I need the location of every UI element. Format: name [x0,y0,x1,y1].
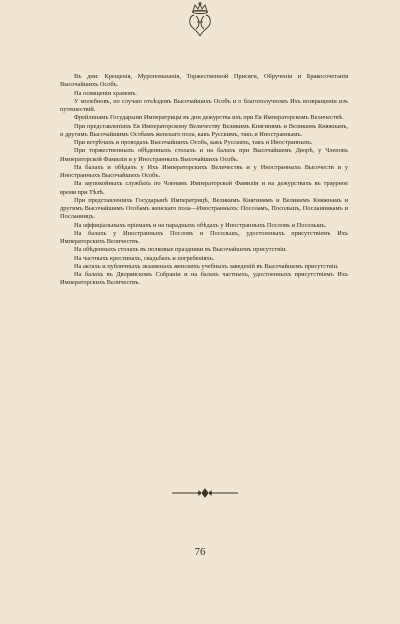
paragraph: На заупокойныхъ службахъ по Членамъ Императорской Фамиліи и на дежурствахъ въ траурное время при Тѣлѣ. [60,180,348,196]
paragraph: При представленіяхъ Государынѣ Императрицѣ, Великимъ Княгинямъ и Великимъ Княжнамъ и другимъ Высочайшимъ Особамъ женскаго пола—Иностранныхъ: Посоламъ, Посольшъ, Посланникамъ и Посланницъ. [60,196,348,221]
paragraph: На оффиціальныхъ пріемахъ и на парадныхъ обѣдахъ у Иностранныхъ Пословъ и Посольшъ. [74,221,327,229]
body-text [60,73,348,288]
paragraph: У молебновъ, по случаю отъѣздовъ Высочайшихъ Особъ и о благополучномъ Ихъ возвращеніи изъ путешествій. [60,97,348,113]
paragraph: На балахъ въ Дворянскомъ Собраніи и на балахъ частныхъ, удостоенныхъ присутствіемъ Ихъ Императорскихъ Величествъ. [60,271,348,287]
paragraph: При представленіяхъ Ея Императорскому Величеству Великимъ Княгинямъ и Великимъ Княжнамъ, и другимъ Высочайшимъ Особамъ женскаго пола, какъ Русскимъ, такъ и Иностраннымъ. [60,122,348,138]
paragraph: Фрейлинамъ Государыни Императрицы въ дни дежурства ихъ при Ея Императорскомъ Величествѣ. [74,114,344,122]
paragraph: На актахъ и публичныхъ экзаменахъ женскихъ учебныхъ заведеній въ Высочайшемъ присутствіи. [74,262,339,270]
ornamental-divider-icon [170,487,240,499]
paragraph: На частныхъ крестинахъ, свадьбахъ и погребеніяхъ. [74,254,215,262]
paragraph: При встрѣчахъ и проводахъ Высочайшихъ Особъ, какъ Русскихъ, такъ и Иностранныхъ. [74,139,313,146]
page-number: 76 [194,546,206,558]
paragraph: При торжественныхъ обѣденныхъ столахъ и на балахъ при Высочайшемъ Дворѣ, у Членовъ Императорской Фамиліи и у Иностранныхъ Высочайшихъ Особъ. [60,147,348,163]
paragraph: На обѣденныхъ столахъ въ полковые праздники въ Высочайшемъ присутствіи. [74,246,287,254]
paragraph: Въ дни: Крещенія, Муропомазанія, Торжественной Присяги, Обрученія и Бракосочетанія Высочайшихъ Особъ. [60,73,348,89]
paragraph: На балахъ у Иностранныхъ Пословъ и Посольшъ, удостоенныхъ присутствіемъ Ихъ Императорскихъ Величествъ. [60,229,348,245]
imperial-monogram-crown-icon [184,2,216,38]
paragraph: На освященіи храмовъ. [74,89,137,97]
paragraph: На балахъ и обѣдахъ у Ихъ Императорскихъ Величествъ и у Иностранныхъ Высочеств и у Иностранныхъ Высочайшихъ Особъ. [60,163,348,179]
